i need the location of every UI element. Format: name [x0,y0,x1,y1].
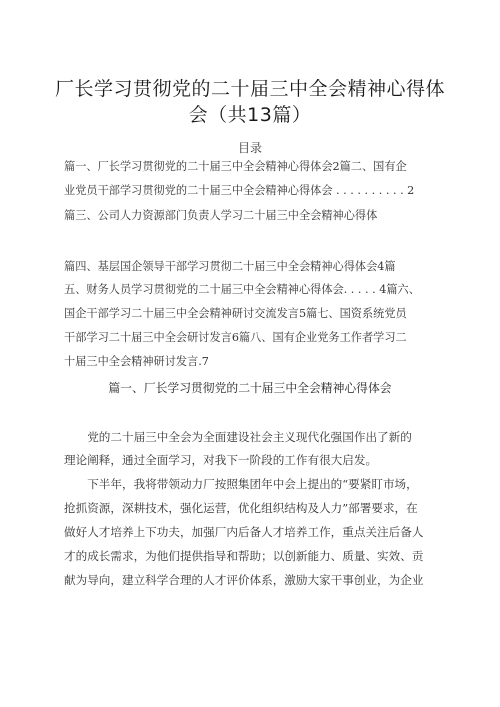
body-text-line: 下半年，我将带领动力厂按照集团年中会上提出的“要紧盯市场， [64,477,418,491]
toc-line: 国企干部学习二十届三中全会精神研讨交流发言5篇七、国资系统党员 [64,307,407,320]
document-title-line-2: 会（共13篇） [188,104,312,126]
toc-line: 业党员干部学习贯彻党的二十届三中全会精神心得体会 . . . . . . . . . . 2 [64,184,415,197]
toc-line: 篇三、公司人力资源部门负责人学习二十届三中全会精神心得体 [64,209,378,222]
toc-line: 干部学习二十届三中全会研讨发言6篇八、国有企业党务工作者学习二 [64,331,407,344]
body-text-line: 才的成长需求，为他们提供指导和帮助；以创新能力、质量、实效、贡 [64,549,424,563]
body-text-line: 做好人才培养上下功夫，加强厂内后备人才培养工作，重点关注后备人 [64,525,424,539]
body-text-line: 党的二十届三中全会为全面建设社会主义现代化强国作出了新的 [64,430,412,444]
document-title-line-1: 厂长学习贯彻党的二十届三中全会精神心得体 [54,78,445,100]
body-text-line: 献为导向，建立科学合理的人才评价体系，激励大家干事创业，为企业 [64,573,424,587]
toc-heading: 目录 [237,141,262,155]
body-text-line: 理论阐释，通过全面学习，对我下一阶段的工作有很大启发。 [64,453,378,467]
toc-line: 篇一、厂长学习贯彻党的二十届三中全会精神心得体会2篇二、国有企 [64,160,407,173]
section-heading: 篇一、厂长学习贯彻党的二十届三中全会精神心得体会 [108,381,392,395]
body-text-line: 抢抓资源，深耕技术，强化运营，优化组织结构及人力”部署要求，在 [64,501,418,515]
toc-line: 篇四、基层国企领导干部学习贯彻二十届三中全会精神心得体会4篇 [64,260,396,273]
toc-line: 五、财务人员学习贯彻党的二十届三中全会精神心得体会. . . . . 4篇六、 [64,283,420,296]
toc-line: 十届三中全会精神研讨发言.7 [64,355,209,368]
